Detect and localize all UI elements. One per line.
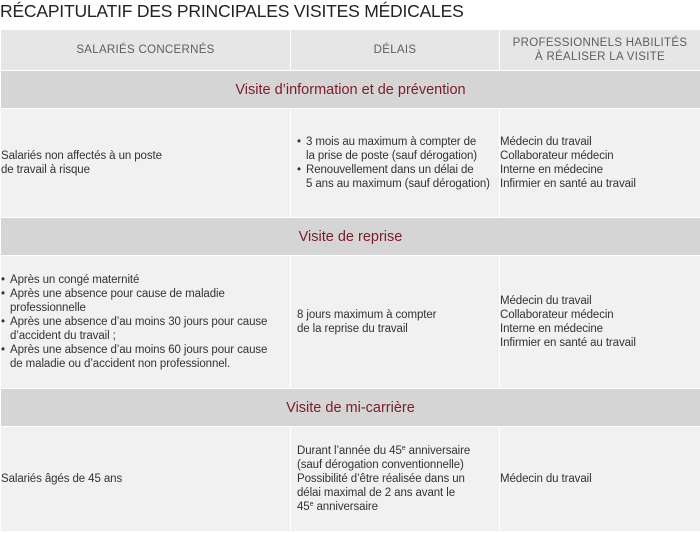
text-line: délai maximal de 2 ans avant le [297, 487, 455, 499]
text-line: Interne en médecine [500, 164, 603, 176]
table-row [1, 256, 700, 389]
text-line: professionnelle [10, 302, 86, 314]
text-line: Interne en médecine [500, 323, 603, 335]
list-item [1, 315, 290, 343]
header-row [1, 30, 700, 71]
header-deadlines: DÉLAIS [291, 30, 500, 71]
list-item [1, 273, 290, 287]
text-line: 5 ans au maximum (sauf dérogation) [306, 178, 490, 190]
text-line: Médecin du travail [500, 136, 592, 148]
bullet-icon: • [1, 344, 5, 356]
bullet-icon: • [297, 164, 301, 176]
text-line: Salariés non affectés à un poste [1, 150, 162, 162]
professionals-cell [500, 256, 700, 389]
section-title: Visite d’information et de prévention [1, 71, 700, 109]
bullet-icon: • [1, 288, 5, 300]
bullet-icon: • [1, 316, 5, 328]
text-line: Après une absence pour cause de maladie [10, 288, 225, 300]
deadlines-cell [291, 109, 500, 218]
list-item [297, 163, 499, 191]
text-line: 45e anniversaire [297, 501, 378, 513]
text-line: (sauf dérogation conventionnelle) [297, 459, 464, 471]
employees-cell [1, 109, 291, 218]
professionals-cell [500, 109, 700, 218]
header-professionals-line: PROFESSIONNELS HABILITÉS [512, 37, 688, 49]
section-header-row [1, 218, 700, 256]
header-employees: SALARIÉS CONCERNÉS [1, 30, 291, 71]
header-professionals-line: À RÉALISER LA VISITE [535, 51, 665, 63]
header-professionals [500, 30, 700, 71]
text-line: Médecin du travail [500, 295, 592, 307]
text-line: Infirmier en santé au travail [500, 337, 636, 349]
deadlines-list [297, 135, 499, 191]
professionals-cell [500, 427, 700, 532]
employees-cell [1, 256, 291, 389]
bullet-icon: • [1, 274, 5, 286]
text-line: Collaborateur médecin [500, 309, 614, 321]
section-header-row [1, 389, 700, 427]
text-line: Durant l’année du 45e anniversaire [297, 445, 471, 457]
text-line: Médecin du travail [500, 473, 592, 485]
text-line: de travail à risque [1, 164, 90, 176]
text-line: Après une absence d’au moins 30 jours pour cause [10, 316, 268, 328]
section-header-row [1, 71, 700, 109]
text-line: d’accident du travail ; [10, 330, 116, 342]
text-line: Collaborateur médecin [500, 150, 614, 162]
employees-list [1, 273, 290, 371]
text-line: Après une absence d’au moins 60 jours pour cause [10, 344, 268, 356]
section-title: Visite de mi-carrière [1, 389, 700, 427]
employees-cell [1, 427, 291, 532]
text-line: 3 mois au maximum à compter de [306, 136, 477, 148]
text-line: Après un congé maternité [10, 274, 140, 286]
deadlines-cell [291, 256, 500, 389]
text-line: de la reprise du travail [297, 323, 408, 335]
medical-visits-table [0, 29, 700, 532]
section-title: Visite de reprise [1, 218, 700, 256]
deadlines-cell [291, 427, 500, 532]
text-line: la prise de poste (sauf dérogation) [306, 150, 478, 162]
list-item [1, 343, 290, 371]
text-line: Salariés âgés de 45 ans [1, 473, 123, 485]
table-row [1, 109, 700, 218]
text-line: Infirmier en santé au travail [500, 178, 636, 190]
page-title: RÉCAPITULATIF DES PRINCIPALES VISITES MÉDICALES [0, 1, 464, 21]
text-line: de maladie ou d’accident non professionnel. [10, 358, 231, 370]
list-item [1, 287, 290, 315]
text-line: Possibilité d’être réalisée dans un [297, 473, 465, 485]
bullet-icon: • [297, 136, 301, 148]
table-row [1, 427, 700, 532]
list-item [297, 135, 499, 163]
text-line: 8 jours maximum à compter [297, 309, 437, 321]
text-line: Renouvellement dans un délai de [306, 164, 474, 176]
